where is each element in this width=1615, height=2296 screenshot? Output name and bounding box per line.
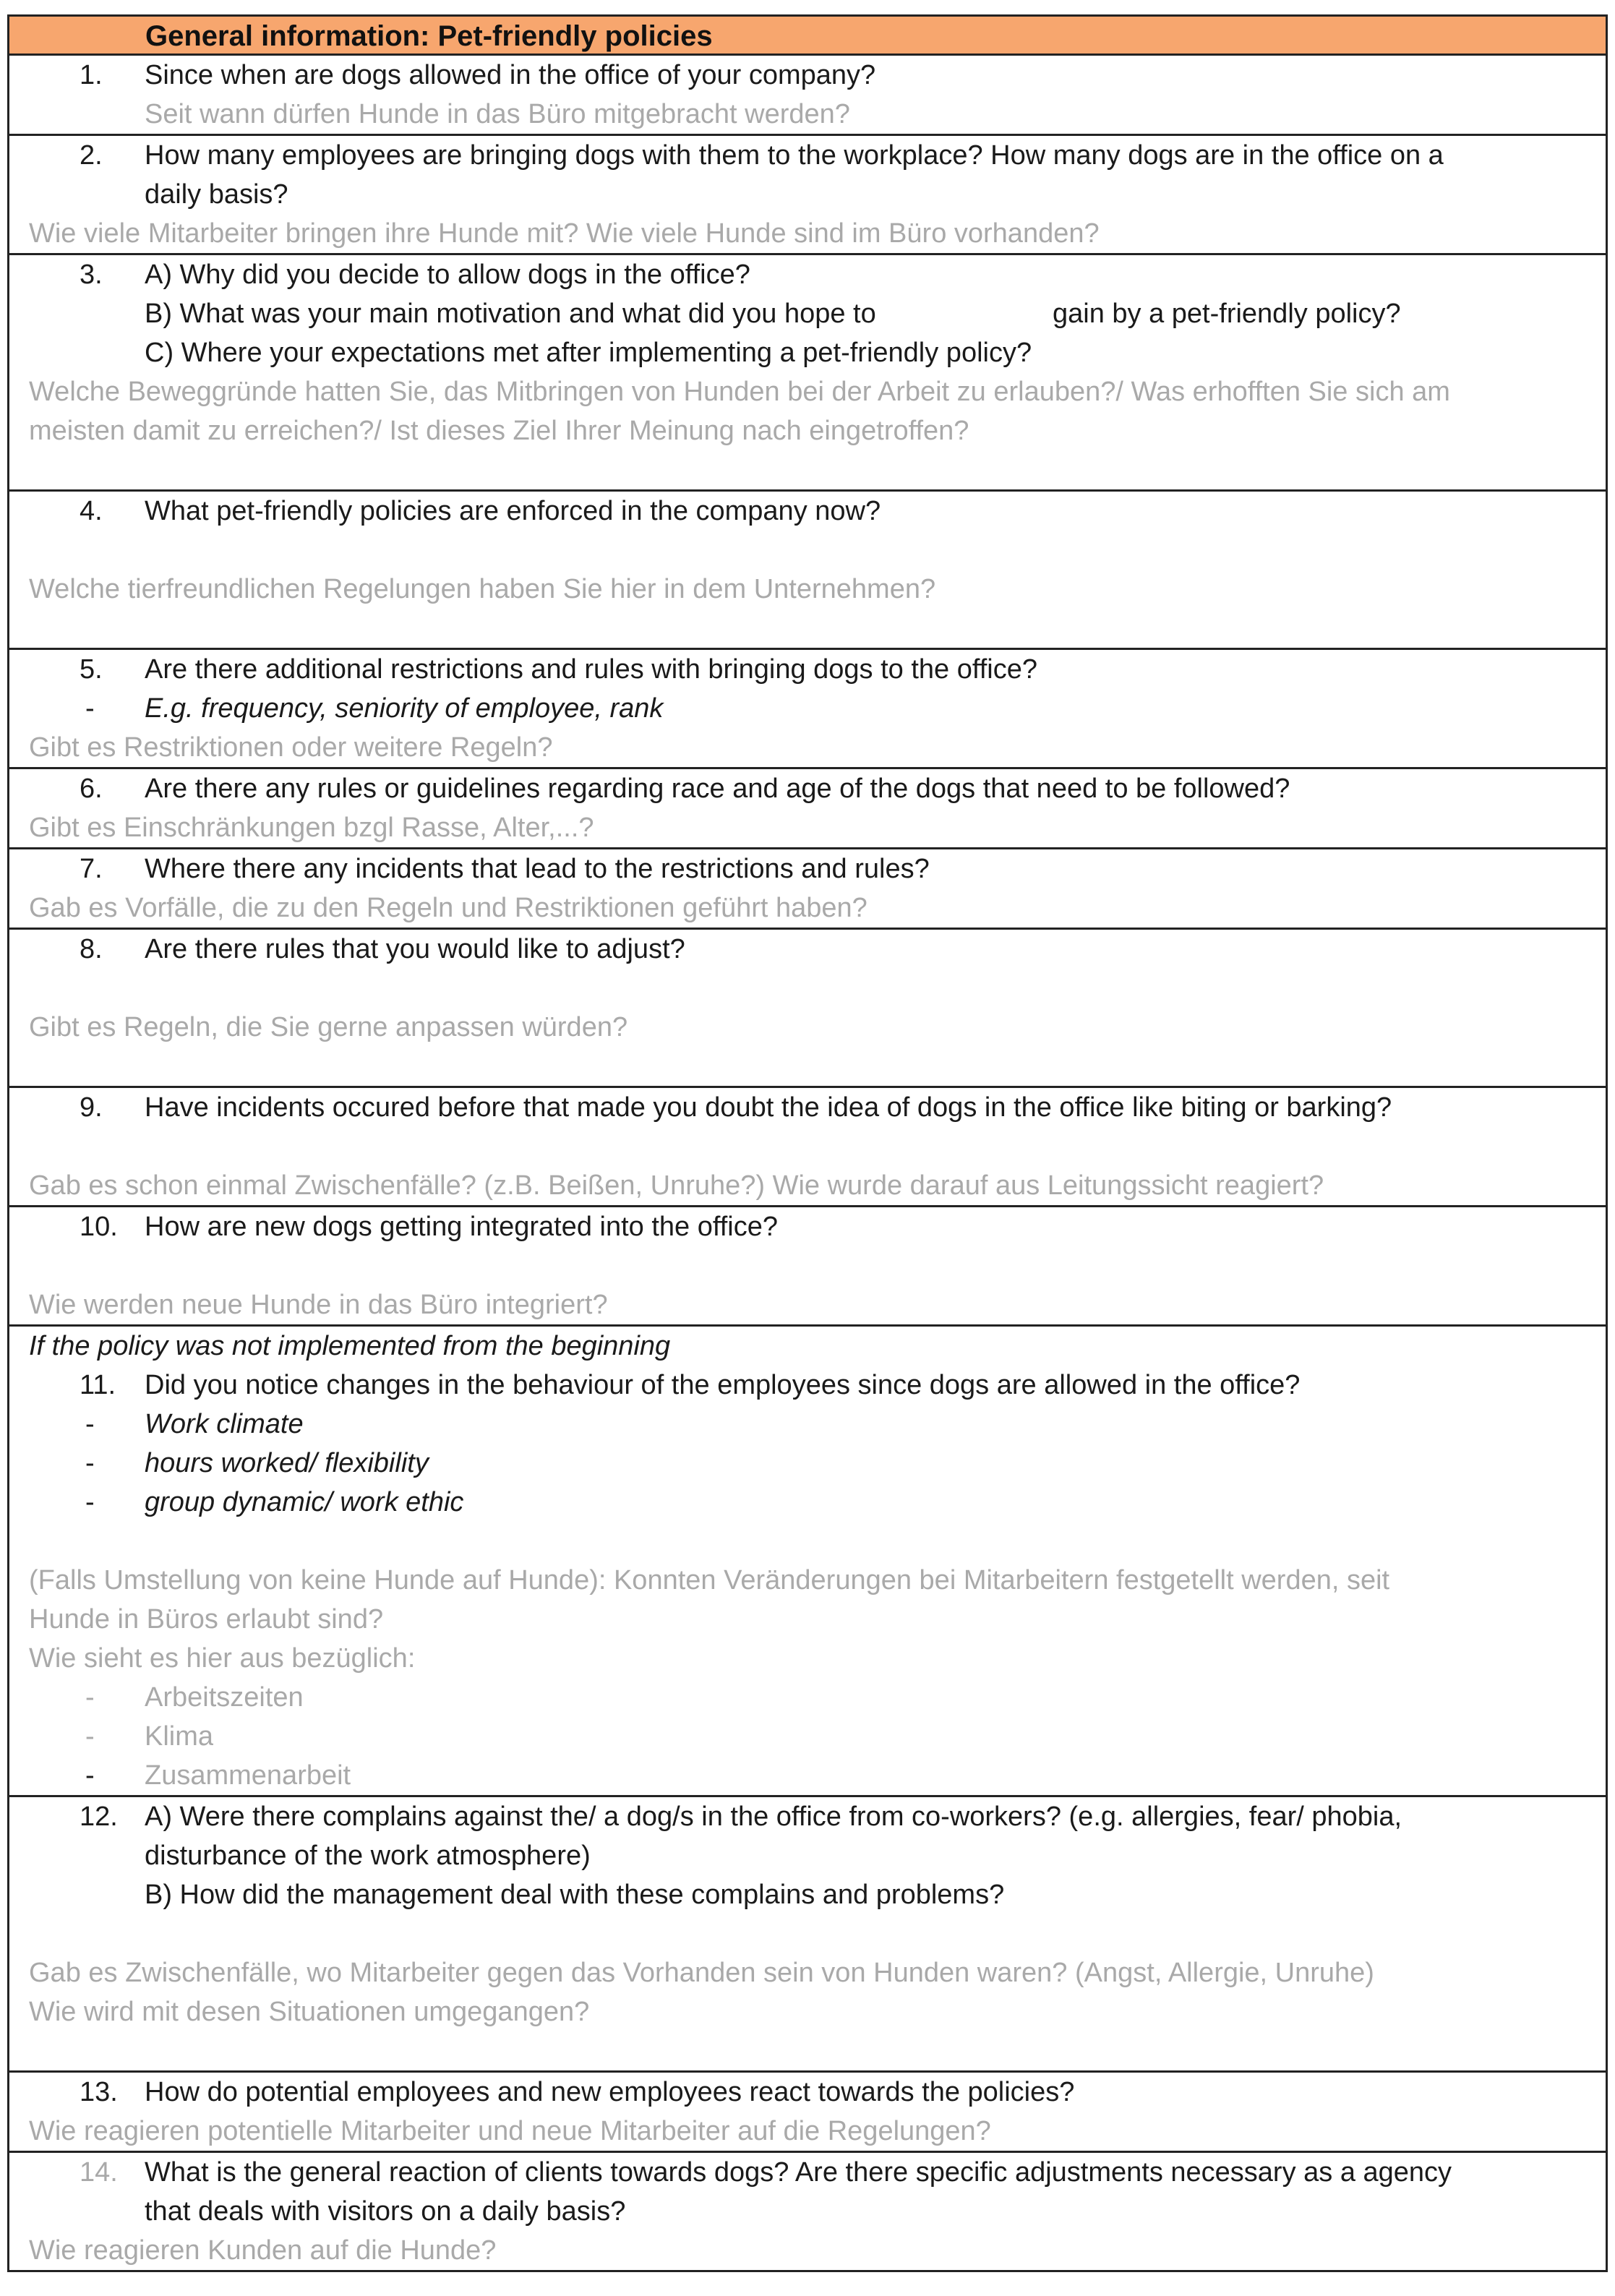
question-text-de: Welche tierfreundlichen Regelungen haben Sie hier in dem Unternehmen? (29, 574, 936, 604)
question-number: 2. (80, 140, 103, 171)
bullet-dash: - (85, 1721, 95, 1752)
bullet-item: Work climate (145, 1409, 304, 1439)
question-row-3 (9, 255, 1606, 492)
question-number: 13. (80, 2077, 118, 2107)
bullet-item: group dynamic/ work ethic (145, 1487, 464, 1517)
question-text-de-cont: Wie sieht es hier aus bezüglich: (29, 1643, 416, 1674)
question-row-8 (9, 930, 1606, 1088)
question-text-en-cont: that deals with visitors on a daily basis? (145, 2196, 626, 2227)
question-text-de: (Falls Umstellung von keine Hunde auf Hunde): Konnten Veränderungen bei Mitarbeitern festgetellt werden, seit (29, 1565, 1390, 1595)
question-number: 9. (80, 1092, 103, 1123)
question-text-a: A) Were there complains against the/ a dog/s in the office from co-workers? (e.g. allergies, fear/ phobia, (145, 1802, 1402, 1832)
question-text-en: What pet-friendly policies are enforced in the company now? (145, 496, 881, 526)
question-number: 8. (80, 934, 103, 964)
question-number: 14. (80, 2157, 118, 2188)
question-row-5 (9, 650, 1606, 769)
bullet-dash: - (85, 1448, 95, 1478)
questionnaire-table (7, 14, 1608, 2272)
question-number: 3. (80, 260, 103, 290)
question-text-de: Wie reagieren Kunden auf die Hunde? (29, 2235, 497, 2266)
bullet-item: hours worked/ flexibility (145, 1448, 429, 1478)
question-row-9 (9, 1088, 1606, 1207)
question-row-1 (9, 56, 1606, 136)
question-text-b: B) How did the management deal with these complains and problems? (145, 1880, 1005, 1910)
bullet-item-de: Zusammenarbeit (145, 1760, 351, 1791)
question-number: 5. (80, 654, 103, 685)
section-header (9, 17, 1606, 56)
bullet-dash: - (85, 693, 95, 724)
question-text-de: Gibt es Einschränkungen bzgl Rasse, Alter,...? (29, 813, 594, 843)
question-row-13 (9, 2073, 1606, 2153)
question-text-de: Welche Beweggründe hatten Sie, das Mitbringen von Hunden bei der Arbeit zu erlauben?/ Was erhofften Sie sich am (29, 377, 1450, 407)
question-text-de: Gab es Zwischenfälle, wo Mitarbeiter gegen das Vorhanden sein von Hunden waren? (Angst, Allergie, Unruhe) (29, 1958, 1374, 1988)
question-row-2 (9, 136, 1606, 255)
question-text-en: How many employees are bringing dogs with them to the workplace? How many dogs are in the office on a (145, 140, 1444, 171)
question-text-en: Are there additional restrictions and rules with bringing dogs to the office? (145, 654, 1038, 685)
question-text-de-cont: Hunde in Büros erlaubt sind? (29, 1604, 384, 1635)
question-text-b: B) What was your main motivation and what did you hope to (145, 299, 876, 329)
bullet-dash: - (85, 1760, 95, 1791)
question-text-en: Are there rules that you would like to adjust? (145, 934, 685, 964)
question-row-10 (9, 1207, 1606, 1327)
question-text-c: C) Where your expectations met after implementing a pet-friendly policy? (145, 338, 1032, 368)
bullet-item-de: Arbeitszeiten (145, 1682, 304, 1713)
question-text-de: Gibt es Regeln, die Sie gerne anpassen würden? (29, 1012, 628, 1042)
question-number: 7. (80, 854, 103, 884)
bullet-item-de: Klima (145, 1721, 214, 1752)
question-number: 6. (80, 774, 103, 804)
bullet-dash: - (85, 1409, 95, 1439)
question-text-en: Since when are dogs allowed in the office of your company? (145, 60, 876, 90)
question-row-11 (9, 1327, 1606, 1797)
question-number: 1. (80, 60, 103, 90)
question-number: 10. (80, 1212, 118, 1242)
section-title: General information: Pet-friendly policies (145, 20, 713, 52)
condition-note: If the policy was not implemented from the beginning (29, 1331, 671, 1361)
question-text-a: A) Why did you decide to allow dogs in the office? (145, 260, 750, 290)
bullet-dash: - (85, 1682, 95, 1713)
question-text-en: Where there any incidents that lead to the restrictions and rules? (145, 854, 930, 884)
question-number: 12. (80, 1802, 118, 1832)
question-text-en-cont: daily basis? (145, 179, 288, 210)
question-text-de: Wie viele Mitarbeiter bringen ihre Hunde mit? Wie viele Hunde sind im Büro vorhanden? (29, 218, 1100, 249)
question-text-de: Seit wann dürfen Hunde in das Büro mitgebracht werden? (145, 99, 850, 129)
question-text-en: How are new dogs getting integrated into the office? (145, 1212, 778, 1242)
question-text-de: Gab es schon einmal Zwischenfälle? (z.B. Beißen, Unruhe?) Wie wurde darauf aus Leitungssicht reagiert? (29, 1170, 1324, 1201)
question-row-4 (9, 492, 1606, 650)
question-text-en: Have incidents occured before that made you doubt the idea of dogs in the office like biting or barking? (145, 1092, 1392, 1123)
question-text-de-cont: Wie wird mit desen Situationen umgegangen? (29, 1997, 590, 2027)
question-row-12 (9, 1797, 1606, 2073)
question-text-en: What is the general reaction of clients towards dogs? Are there specific adjustments necessary as a agency (145, 2157, 1452, 2188)
question-text-de: Wie werden neue Hunde in das Büro integriert? (29, 1290, 608, 1320)
question-number: 4. (80, 496, 103, 526)
question-number: 11. (80, 1370, 116, 1400)
question-text-b-cont: gain by a pet-friendly policy? (1053, 299, 1401, 329)
question-text-en: Are there any rules or guidelines regarding race and age of the dogs that need to be followed? (145, 774, 1290, 804)
question-text-en: How do potential employees and new employees react towards the policies? (145, 2077, 1075, 2107)
question-text-de: Gibt es Restriktionen oder weitere Regeln? (29, 732, 553, 763)
bullet-item: E.g. frequency, seniority of employee, rank (145, 693, 664, 724)
question-row-7 (9, 849, 1606, 930)
question-text-a-cont: disturbance of the work atmosphere) (145, 1841, 591, 1871)
question-text-en: Did you notice changes in the behaviour of the employees since dogs are allowed in the office? (145, 1370, 1301, 1400)
question-text-de: Gab es Vorfälle, die zu den Regeln und Restriktionen geführt haben? (29, 893, 868, 923)
bullet-dash: - (85, 1487, 95, 1517)
question-row-6 (9, 769, 1606, 849)
question-text-de-cont: meisten damit zu erreichen?/ Ist dieses Ziel Ihrer Meinung nach eingetroffen? (29, 416, 969, 446)
question-row-14 (9, 2153, 1606, 2270)
question-text-de: Wie reagieren potentielle Mitarbeiter und neue Mitarbeiter auf die Regelungen? (29, 2116, 991, 2146)
